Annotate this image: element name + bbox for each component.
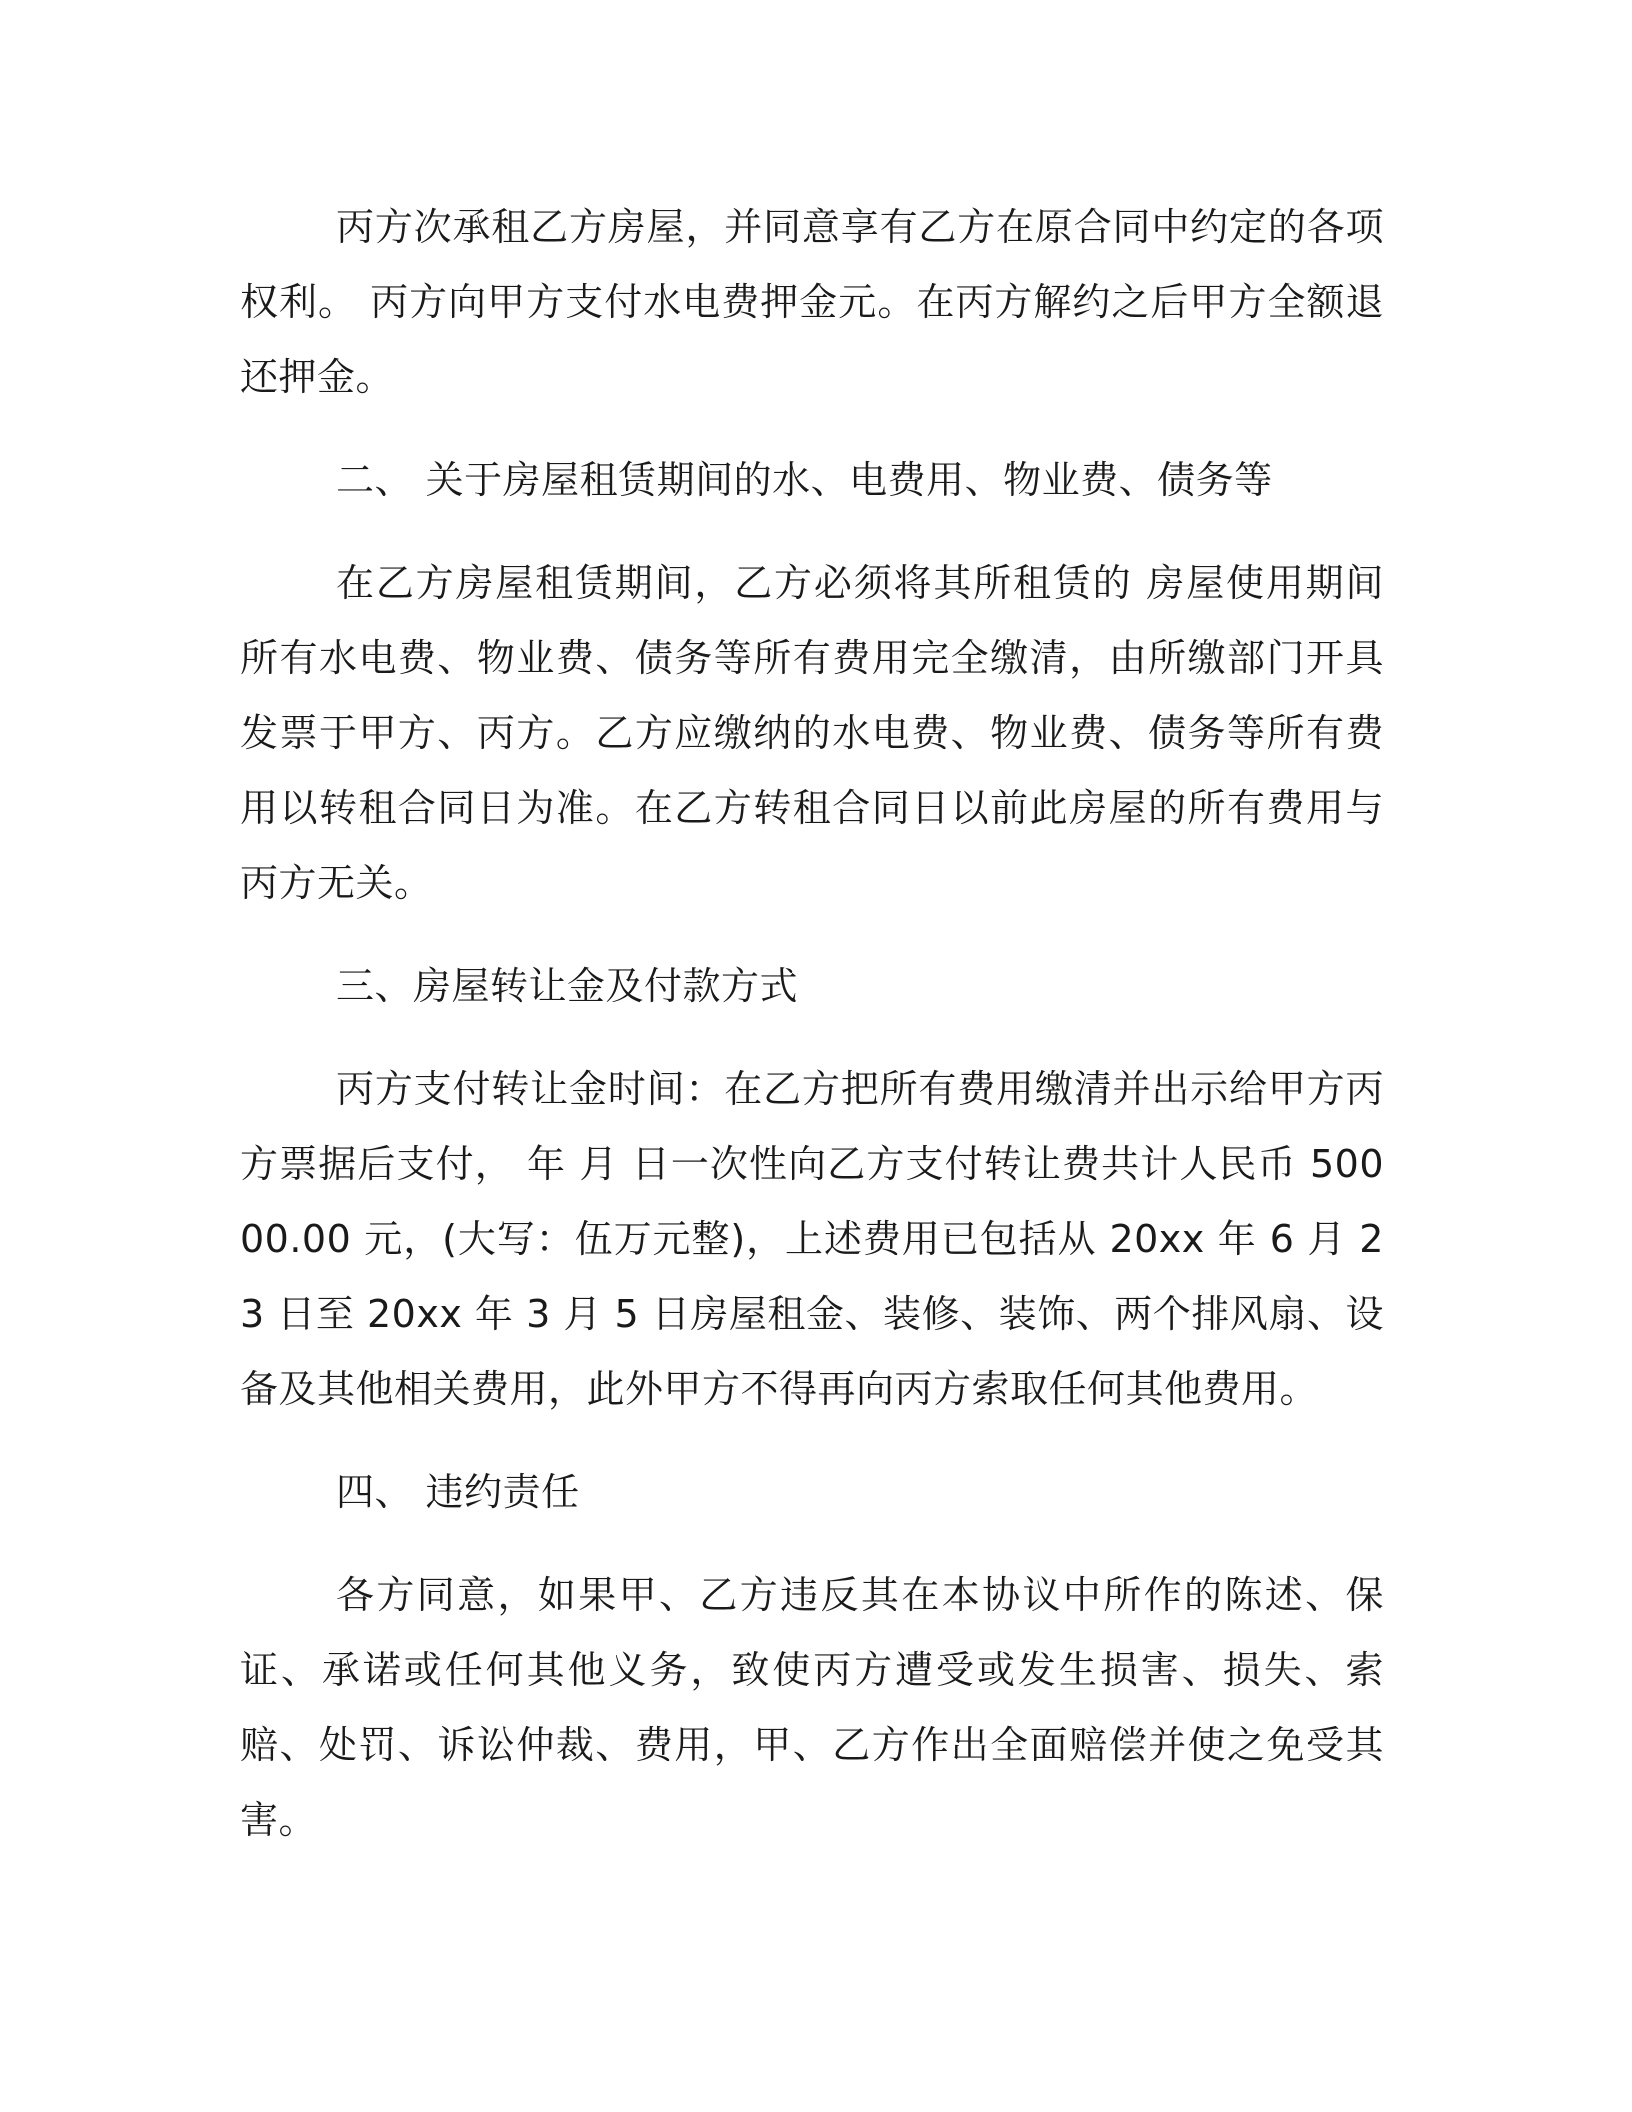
- section-heading-4: 四、 违约责任: [336, 1470, 580, 1514]
- paragraph-liability: 各方同意，如果甲、乙方违反其在本协议中所作的陈述、保证、承诺或任何其他义务，致使丙方遭受或发生损害、损失、索赔、处罚、诉讼仲裁、费用，甲、乙方作出全面赔偿并使之免受其害。: [240, 1573, 1384, 1842]
- paragraph-utility-fees: 在乙方房屋租赁期间，乙方必须将其所租赁的 房屋使用期间所有水电费、物业费、债务等所有费用完全缴清，由所缴部门开具发票于甲方、丙方。乙方应缴纳的水电费、物业费、债务等所有费用以转租合同日为准。在乙方转租合同日以前此房屋的所有费用与丙方无关。: [240, 561, 1384, 905]
- section-heading-3: 三、房屋转让金及付款方式: [336, 964, 799, 1008]
- paragraph-transfer-payment: 丙方支付转让金时间：在乙方把所有费用缴清并出示给甲方丙方票据后支付， 年 月 日一次性向乙方支付转让费共计人民币 50000.00 元，(大写：伍万元整)，上述费用已包括从 20xx 年 6 月 23 日至 20xx 年 3 月 5 日房屋租金、装修、装饰、两个排风扇、设备及其他相关费用，此外甲方不得再向丙方索取任何其他费用。: [240, 1067, 1384, 1411]
- document-body: [240, 190, 1384, 1858]
- section-heading-2: 二、 关于房屋租赁期间的水、电费用、物业费、债务等: [336, 458, 1273, 502]
- paragraph-sublease-rights: 丙方次承租乙方房屋，并同意享有乙方在原合同中约定的各项权利。 丙方向甲方支付水电费押金元。在丙方解约之后甲方全额退还押金。: [240, 205, 1384, 399]
